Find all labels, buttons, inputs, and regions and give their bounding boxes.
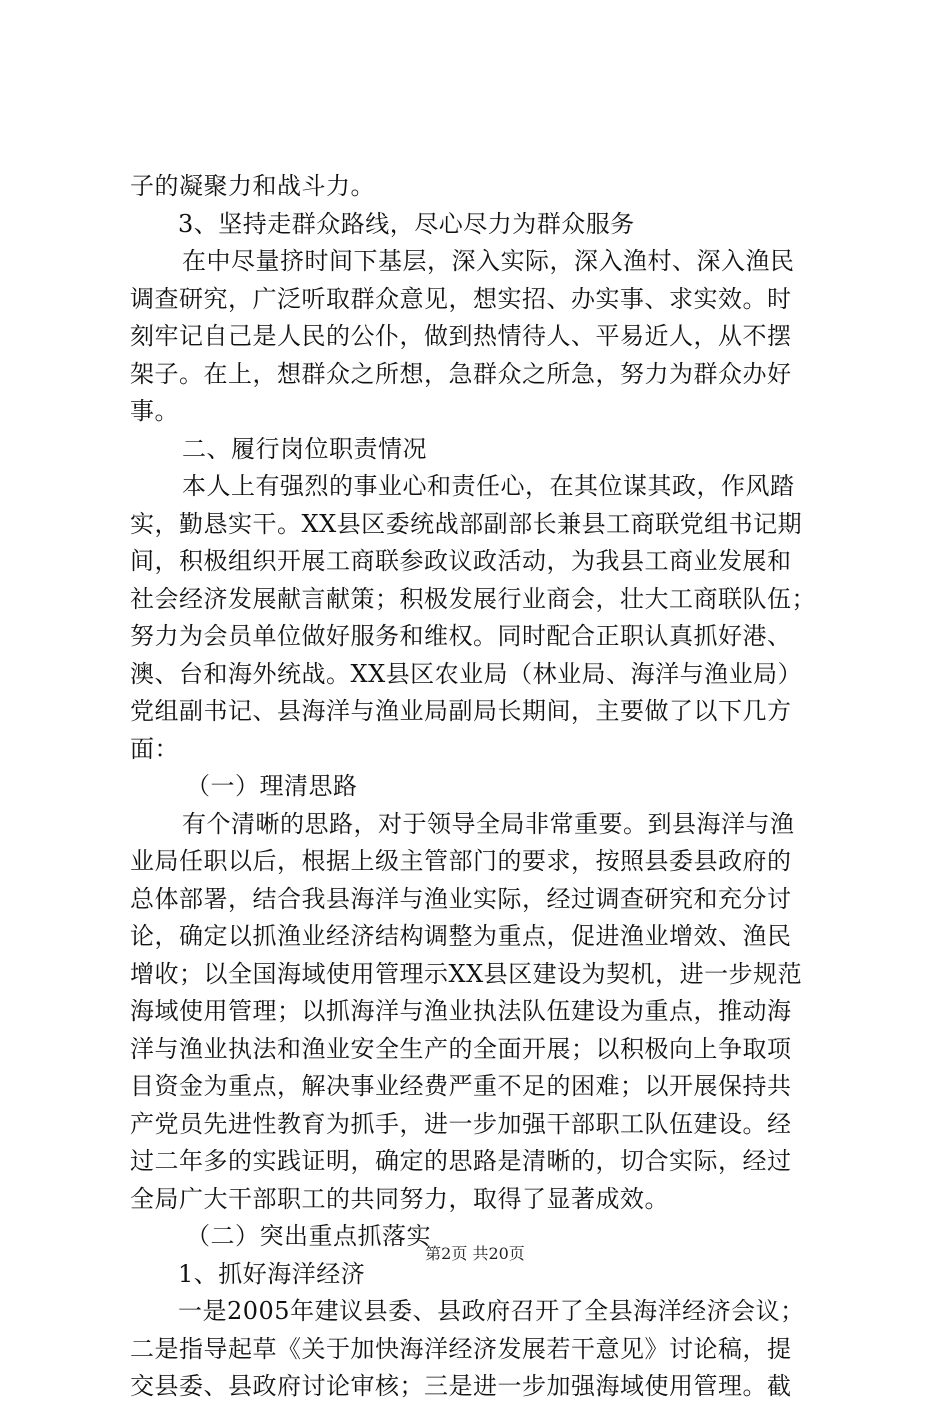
paragraph-line: 调查研究，广泛听取群众意见，想实招、办实事、求实效。时	[130, 284, 792, 313]
paragraph-line: 子的凝聚力和战斗力。	[130, 172, 375, 200]
document-body	[130, 168, 830, 1406]
paragraph-line: 一是2005年建议县委、县政府召开了全县海洋经济会议；	[178, 1297, 805, 1325]
paragraph-line: 业局任职以后，根据上级主管部门的要求，按照县委县政府的	[130, 847, 792, 875]
paragraph-line: 论，确定以抓渔业经济结构调整为重点，促进渔业增效、渔民	[130, 922, 792, 950]
paragraph-line: 刻牢记自己是人民的公仆，做到热情待人、平易近人，从不摆	[130, 322, 792, 350]
paragraph-line: 增收；以全国海域使用管理示XX县区建设为契机，进一步规范	[130, 959, 803, 988]
paragraph-line: 过二年多的实践证明，确定的思路是清晰的，切合实际，经过	[130, 1147, 792, 1175]
paragraph-line: 有个清晰的思路，对于领导全局非常重要。到县海洋与渔	[182, 809, 795, 838]
page-footer: 第2页 共20页	[425, 1244, 525, 1263]
paragraph-line: 二是指导起草《关于加快海洋经济发展若干意见》讨论稿，提	[130, 1334, 792, 1363]
section-heading: 1、抓好海洋经济	[178, 1259, 366, 1288]
paragraph-line: 澳、台和海外统战。XX县区农业局（林业局、海洋与渔业局）	[130, 659, 803, 688]
section-heading: 3、坚持走群众路线，尽心尽力为群众服务	[178, 209, 635, 238]
paragraph-line: 党组副书记、县海洋与渔业局副局长期间，主要做了以下几方	[130, 697, 792, 725]
section-heading: （二）突出重点抓落实	[186, 1222, 431, 1250]
paragraph-line: 事。	[130, 397, 179, 425]
section-heading: （一）理清思路	[186, 772, 358, 800]
paragraph-line: 本人上有强烈的事业心和责任心，在其位谋其政，作风踏	[182, 472, 795, 500]
paragraph-line: 全局广大干部职工的共同努力，取得了显著成效。	[130, 1184, 669, 1213]
paragraph-line: 海域使用管理；以抓海洋与渔业执法队伍建设为重点，推动海	[130, 997, 792, 1025]
paragraph-line: 努力为会员单位做好服务和维权。同时配合正职认真抓好港、	[130, 622, 792, 650]
paragraph-line: 交县委、县政府讨论审核；三是进一步加强海域使用管理。截	[130, 1372, 792, 1400]
paragraph-line: 面：	[130, 734, 179, 763]
paragraph-line: 总体部署，结合我县海洋与渔业实际，经过调查研究和充分讨	[130, 884, 792, 913]
paragraph-line: 在中尽量挤时间下基层，深入实际，深入渔村、深入渔民	[182, 247, 795, 275]
section-heading: 二、履行岗位职责情况	[182, 434, 427, 463]
paragraph-line: 产党员先进性教育为抓手，进一步加强干部职工队伍建设。经	[130, 1109, 792, 1138]
paragraph-line: 目资金为重点，解决事业经费严重不足的困难；以开展保持共	[130, 1072, 792, 1100]
paragraph-line: 架子。在上，想群众之所想，急群众之所急，努力为群众办好	[130, 359, 792, 388]
paragraph-line: 社会经济发展献言献策；积极发展行业商会，壮大工商联队伍；	[130, 584, 816, 613]
paragraph-line: 间，积极组织开展工商联参政议政活动，为我县工商业发展和	[130, 547, 792, 575]
paragraph-line: 洋与渔业执法和渔业安全生产的全面开展；以积极向上争取项	[130, 1034, 792, 1063]
paragraph-line: 实，勤恳实干。XX县区委统战部副部长兼县工商联党组书记期	[130, 509, 803, 538]
